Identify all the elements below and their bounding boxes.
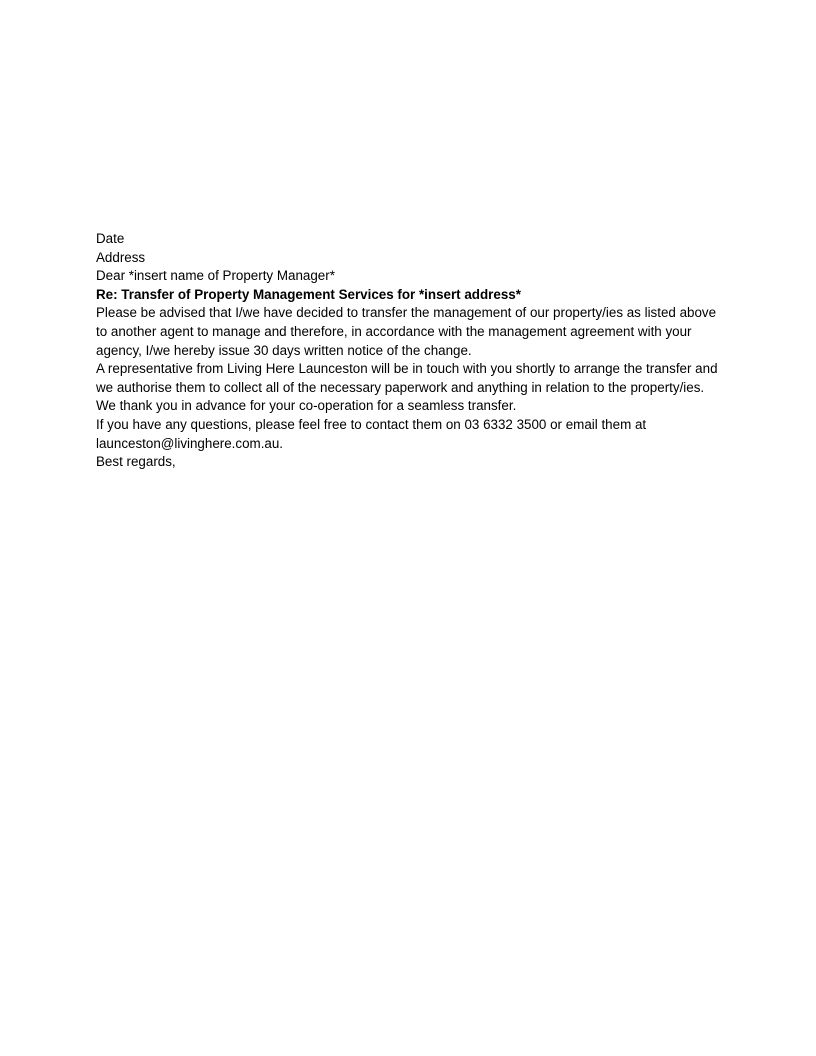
address-line: Address (96, 249, 146, 265)
letter-body (96, 230, 726, 472)
paragraph-contact: If you have any questions, please feel free to contact them on 03 6332 3500 or email them at launceston@livinghere.com.au. (96, 416, 647, 451)
paragraph-representative: A representative from Living Here Launceston will be in touch with you shortly to arrange the transfer and we authorise them to collect all of the necessary paperwork and anything in relation to the property/ies. We thank you in advance for your co-operation for a seamless transfer. (96, 361, 718, 414)
closing-line: Best regards, (96, 454, 176, 470)
subject-line: Re: Transfer of Property Management Services for *insert address* (96, 286, 521, 302)
salutation: Dear *insert name of Property Manager* (96, 268, 335, 284)
date-line: Date (96, 231, 125, 246)
paragraph-notice: Please be advised that I/we have decided to transfer the management of our property/ies as listed above to another agent to manage and therefore, in accordance with the management agreement with your agency, I/we hereby issue 30 days written notice of the change. (96, 305, 717, 358)
